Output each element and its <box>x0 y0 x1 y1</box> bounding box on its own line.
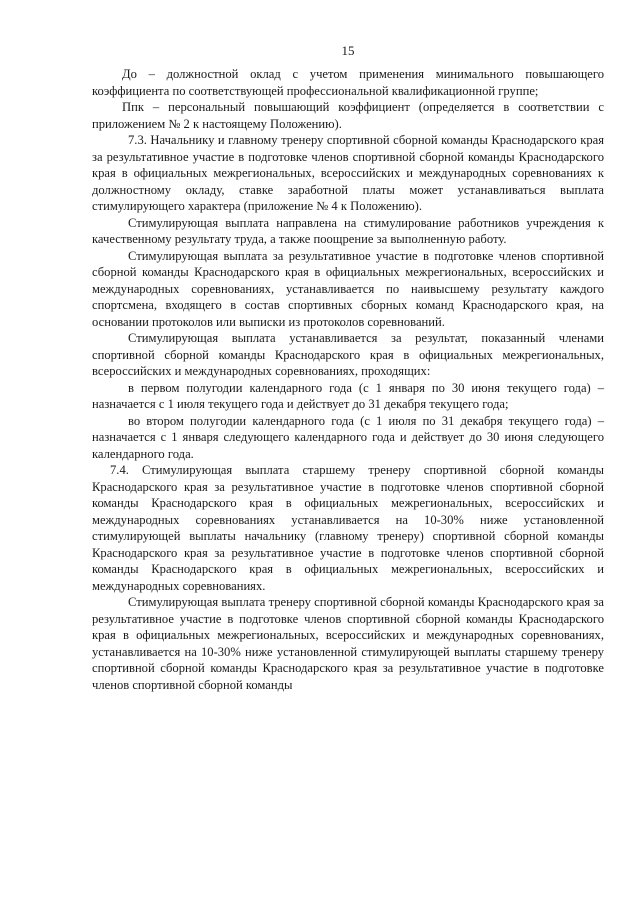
page-number: 15 <box>341 43 355 58</box>
paragraph-first-half-year: в первом полугодии календарного года (с 1 января по 30 июня текущего года) – назначается с 1 июля текущего года и действует до 31 декабря текущего года; <box>92 380 604 411</box>
paragraph-do-definition: До – должностной оклад с учетом применения минимального повышающего коэффициента по соответствующей профессиональной квалификационной группе; <box>92 67 604 98</box>
paragraph-7-4: 7.4. Стимулирующая выплата старшему тренеру спортивной сборной команды Краснодарского края за результативное участие в подготовке членов спортивной сборной команды Краснодарского края в официальных межрегиональных, всероссийских и международных соревнованиях устанавливается на 10-30% ниже установленной стимулирующей выплаты начальнику (главному тренеру) спортивной сборной команды Краснодарского края за результативное участие в подготовке членов спортивной сборной команды Краснодарского края в официальных межрегиональных, всероссийских и международных соревнованиях. <box>92 463 604 593</box>
paragraph-ppk-definition: Ппк – персональный повышающий коэффициент (определяется в соответствии с приложением № 2 к настоящему Положению). <box>92 100 604 131</box>
paragraph-stimulus-basis: Стимулирующая выплата за результативное участие в подготовке членов спортивной сборной команды Краснодарского края в официальных межрегиональных, всероссийских и международных соревнованиях, устанавливается по наивысшему результату каждого спортсмена, входящего в состав спортивных сборных команд Краснодарского края, на основании протоколов или выписки из протоколов соревнований. <box>92 248 604 329</box>
paragraph-second-half-year: во втором полугодии календарного года (с 1 июля по 31 декабря текущего года) – назначается с 1 января следующего календарного года и действует до 30 июня следующего календарного года. <box>92 413 604 461</box>
paragraph-7-3: 7.3. Начальнику и главному тренеру спортивной сборной команды Краснодарского края за результативное участие в подготовке членов спортивной сборной команды Краснодарского края в официальных межрегиональных, всероссийских и международных соревнованиях к должностному окладу, ставке заработной платы может устанавливаться выплата стимулирующего характера (приложение № 4 к Положению). <box>92 133 604 213</box>
paragraph-coach-stimulus: Стимулирующая выплата тренеру спортивной сборной команды Краснодарского края за результативное участие в подготовке членов спортивной сборной команды Краснодарского края в официальных межрегиональных, всероссийских и международных соревнованиях, устанавливается на 10-30% ниже установленной стимулирующей выплаты старшему тренеру спортивной сборной команды Краснодарского края за результативное участие в подготовке членов спортивной сборной команды <box>92 595 604 692</box>
paragraph-stimulus-result: Стимулирующая выплата устанавливается за результат, показанный членами спортивной сборной команды Краснодарского края в официальных межрегиональных, всероссийских и международных соревнованиях, проходящих: <box>92 331 604 378</box>
paragraph-stimulus-purpose: Стимулирующая выплата направлена на стимулирование работников учреждения к качественному результату труда, а также поощрение за выполненную работу. <box>92 215 604 246</box>
